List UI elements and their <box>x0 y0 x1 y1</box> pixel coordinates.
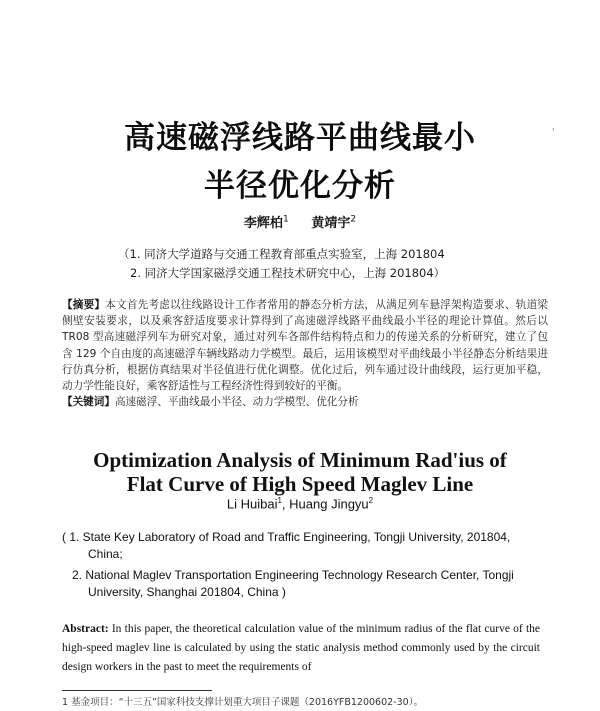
en-abstract-text: In this paper, the theoretical calculation value of the minimum radius of the flat curve of the high-speed maglev line is calculated by using the static analysis method commonly used by the circuit design workers in the past to meet the requirements of <box>62 623 540 673</box>
footnote: 1 基金项目：“十三五”国家科技支撑计划重大项目子课题（2016YFB1200602-30）。 <box>62 697 423 708</box>
cn-keywords-text: 高速磁浮、平曲线最小半径、动力学模型、优化分析 <box>114 396 359 408</box>
en-author-2: Huang Jingyu <box>289 496 369 512</box>
footnote-divider <box>62 690 212 691</box>
en-affiliation-1-line-1: ( 1. State Key Laboratory of Road and Traffic Engineering, Tongji University, 201804, <box>62 530 511 544</box>
en-author-2-sup: 2 <box>368 496 374 505</box>
margin-mark: ' <box>552 128 555 138</box>
cn-title-line-2: 半径优化分析 <box>204 168 396 204</box>
en-affiliation-2-line-1: 2. National Maglev Transportation Engineering Technology Research Center, Tongji <box>72 568 514 582</box>
en-affiliation-2-line-2: University, Shanghai 201804, China ) <box>88 585 286 599</box>
cn-abstract-text: 本文首先考虑以往线路设计工作者常用的静态分析方法，从满足列车悬浮架构造要求、轨道梁侧壁安装要求，以及乘客舒适度要求计算得到了高速磁浮线路平曲线最小半径的理论计算值。然后以 TR08 型高速磁浮列车为研究对象，通过对列车各部件结构特点和力的传递关系的分析研究，建立了包含 129 个自由度的高速磁浮车辆线路动力学模型。最后，运用该模型对平曲线最小半径静态分析结果进行仿真分析，根据仿真结果对半径值进行优化调整。优化过后，列车通过设计曲线段，运行更加平稳，动力学性能良好，乘客舒适性与工程经济性得到较好的平衡。 <box>62 299 548 393</box>
cn-keywords-label: 【关键词】 <box>62 396 115 408</box>
en-title-line-2: Flat Curve of High Speed Maglev Line <box>126 472 474 496</box>
cn-author-2: 黄靖宇 <box>311 216 351 231</box>
en-affiliation-1-line-2: China; <box>88 547 123 561</box>
cn-abstract <box>62 297 548 394</box>
cn-authors <box>0 212 600 231</box>
cn-abstract-label: 【摘要】 <box>62 299 106 311</box>
cn-author-2-sup: 2 <box>350 214 357 225</box>
cn-title-line-1: 高速磁浮线路平曲线最小 <box>124 120 476 156</box>
en-authors <box>0 496 600 511</box>
cn-author-1: 李辉柏 <box>243 216 283 231</box>
cn-affiliation-1: （1. 同济大学道路与交通工程教育部重点实验室，上海 201804 <box>118 247 445 261</box>
cn-affiliation-2: 2. 同济大学国家磁浮交通工程技术研究中心，上海 201804） <box>130 266 446 280</box>
en-abstract-label: Abstract: <box>62 623 109 635</box>
cn-author-1-sup: 1 <box>282 214 289 225</box>
en-abstract <box>62 620 540 677</box>
en-author-1: Li Huibai <box>226 496 278 512</box>
en-author-1-sup: 1 <box>277 496 282 505</box>
en-author-separator: , <box>281 496 290 512</box>
en-title-line-1: Optimization Analysis of Minimum Rad'ius of <box>93 448 507 472</box>
cn-keywords <box>62 394 359 409</box>
